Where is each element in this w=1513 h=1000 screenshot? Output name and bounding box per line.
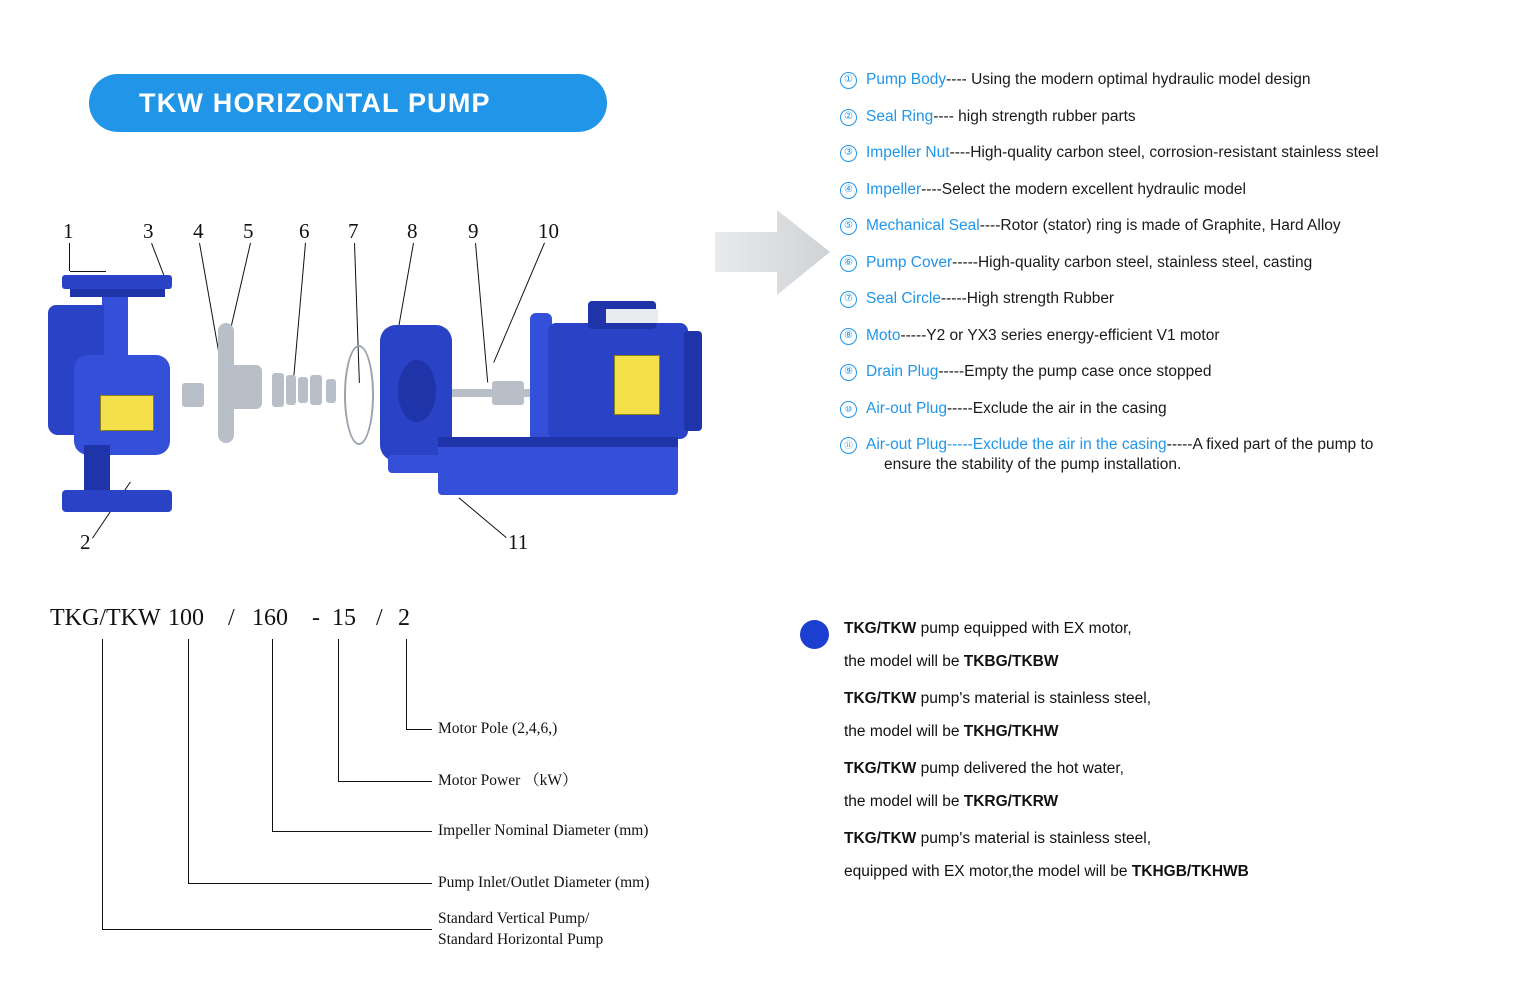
legend-text-3 bbox=[866, 143, 1500, 163]
note-2-text: pump's material is stainless steel, bbox=[916, 690, 1152, 707]
legend-desc-11: -----A fixed part of the pump to bbox=[1166, 436, 1374, 453]
legend-text-11 bbox=[866, 435, 1500, 475]
note-3-result: TKRG/TKRW bbox=[963, 793, 1059, 810]
note-3-text: pump delivered the hot water, bbox=[916, 760, 1124, 777]
note-3-model: TKG/TKW bbox=[844, 760, 917, 777]
pump-cover-foot bbox=[388, 455, 444, 473]
legend-term-6: Pump Cover bbox=[866, 253, 953, 271]
leader-line-1 bbox=[69, 243, 70, 271]
page-title: TKW HORIZONTAL PUMP bbox=[139, 87, 491, 118]
legend-text-2 bbox=[866, 107, 1500, 127]
link-line-inlet bbox=[188, 883, 432, 884]
mechanical-seal-part-c bbox=[298, 377, 308, 403]
callout-number-8: 8 bbox=[407, 219, 418, 243]
legend-item-11 bbox=[840, 435, 1500, 475]
legend-item-1 bbox=[840, 70, 1500, 90]
link-line-impeller bbox=[272, 831, 432, 832]
note-1-model: TKG/TKW bbox=[844, 620, 917, 637]
callout-number-11: 11 bbox=[508, 530, 529, 554]
legend-item-8 bbox=[840, 326, 1500, 346]
legend-term-3: Impeller Nut bbox=[866, 144, 950, 161]
legend-desc-11-cont: ensure the stability of the pump installation. bbox=[884, 456, 1182, 473]
link-line-prefix bbox=[102, 929, 432, 930]
legend-text-8 bbox=[866, 326, 1500, 346]
leader-line-6 bbox=[293, 243, 306, 385]
legend-item-9 bbox=[840, 362, 1500, 382]
callout-number-2: 2 bbox=[80, 530, 91, 554]
note-block-4 bbox=[844, 822, 1490, 888]
note-block-3 bbox=[844, 752, 1490, 818]
legend-text-5 bbox=[866, 216, 1500, 236]
note-4-line-2 bbox=[844, 855, 1490, 888]
model-label-inlet-dia: Pump Inlet/Outlet Diameter (mm) bbox=[438, 874, 650, 891]
impeller-hub bbox=[226, 365, 262, 409]
drop-line-inlet bbox=[188, 639, 189, 883]
legend-text-9 bbox=[866, 362, 1500, 382]
legend-desc-1: ---- Using the modern optimal hydraulic model design bbox=[946, 71, 1311, 88]
note-3-line-2 bbox=[844, 785, 1490, 818]
model-label-motor-power: Motor Power （kW） bbox=[438, 772, 578, 789]
legend-item-10 bbox=[840, 399, 1500, 419]
seal-ring-small bbox=[326, 379, 336, 403]
model-label-standard-vert: Standard Vertical Pump/ bbox=[438, 910, 590, 927]
link-line-power bbox=[338, 781, 432, 782]
legend-desc-7: -----High strength Rubber bbox=[940, 290, 1115, 307]
legend-number-icon-6: ⑥ bbox=[840, 255, 857, 272]
note-1-text: pump equipped with EX motor, bbox=[916, 620, 1132, 637]
model-code-prefix: TKG/TKW bbox=[50, 605, 161, 631]
model-label-standard-horiz: Standard Horizontal Pump bbox=[438, 931, 604, 948]
mechanical-seal-part-a bbox=[272, 373, 284, 407]
notes-body bbox=[844, 612, 1490, 888]
legend-number-icon-1: ① bbox=[840, 72, 857, 89]
legend-desc-8: -----Y2 or YX3 series energy-efficient V1 motor bbox=[900, 326, 1220, 344]
callout-number-3: 3 bbox=[143, 219, 154, 243]
callout-number-1: 1 bbox=[63, 219, 74, 243]
legend-term-11: Air-out Plug bbox=[866, 436, 947, 453]
legend-term-8: Moto bbox=[866, 326, 901, 344]
pump-body-pedestal bbox=[84, 445, 110, 493]
note-4-line2-prefix: equipped with EX motor,the model will be bbox=[844, 863, 1132, 880]
legend-term-5: Mechanical Seal bbox=[866, 217, 980, 234]
legend-number-icon-4: ④ bbox=[840, 182, 857, 199]
link-line-pole bbox=[406, 729, 432, 730]
drop-line-impeller bbox=[272, 639, 273, 831]
legend-text-10 bbox=[866, 399, 1500, 419]
legend-desc-2: ---- high strength rubber parts bbox=[933, 107, 1136, 125]
flow-arrow-icon bbox=[715, 210, 830, 295]
note-2-model: TKG/TKW bbox=[844, 690, 917, 707]
callout-number-4: 4 bbox=[193, 219, 204, 243]
model-code-slash-2: / bbox=[376, 605, 383, 631]
legend-text-7 bbox=[866, 289, 1500, 309]
note-block-2 bbox=[844, 682, 1490, 748]
legend-number-icon-11: ⑪ bbox=[840, 437, 857, 454]
note-3-line-1 bbox=[844, 752, 1490, 785]
note-1-result: TKBG/TKBW bbox=[963, 653, 1059, 670]
legend-item-6 bbox=[840, 253, 1500, 273]
motor-nameplate bbox=[614, 355, 660, 415]
legend-term-10: Air-out Plug bbox=[866, 399, 947, 417]
model-code-breakdown bbox=[40, 595, 740, 965]
drop-line-pole bbox=[406, 639, 407, 729]
mechanical-seal-part-d bbox=[310, 375, 322, 405]
legend-number-icon-7: ⑦ bbox=[840, 291, 857, 308]
legend-term-4: Impeller bbox=[866, 180, 922, 198]
legend-desc-10: -----Exclude the air in the casing bbox=[946, 399, 1167, 417]
pump-body-flange-lip bbox=[70, 289, 165, 297]
leader-line-5 bbox=[229, 243, 251, 333]
legend-number-icon-3: ③ bbox=[840, 145, 857, 162]
note-block-1 bbox=[844, 612, 1490, 678]
page-title-banner bbox=[89, 74, 607, 132]
callout-number-5: 5 bbox=[243, 219, 254, 243]
note-1-line2-prefix: the model will be bbox=[844, 653, 964, 670]
note-1-line-1 bbox=[844, 612, 1490, 645]
legend-term-9: Drain Plug bbox=[866, 363, 939, 380]
legend-item-4 bbox=[840, 180, 1500, 200]
callout-number-10: 10 bbox=[538, 219, 559, 243]
legend-desc-4: ----Select the modern excellent hydraulic model bbox=[921, 180, 1246, 198]
note-4-model: TKG/TKW bbox=[844, 830, 917, 847]
motor-label bbox=[606, 309, 658, 323]
legend-desc-9: -----Empty the pump case once stopped bbox=[938, 363, 1212, 380]
callout-number-7: 7 bbox=[348, 219, 359, 243]
legend-desc-11-blue: -----Exclude the air in the casing bbox=[946, 436, 1167, 453]
legend-number-icon-5: ⑤ bbox=[840, 218, 857, 235]
legend-item-2 bbox=[840, 107, 1500, 127]
note-2-line2-prefix: the model will be bbox=[844, 723, 964, 740]
callout-number-9: 9 bbox=[468, 219, 479, 243]
legend-item-7 bbox=[840, 289, 1500, 309]
legend-term-2: Seal Ring bbox=[866, 107, 934, 125]
pump-cover-bore bbox=[398, 360, 436, 422]
legend-number-icon-10: ⑩ bbox=[840, 401, 857, 418]
drop-line-power bbox=[338, 639, 339, 781]
mechanical-seal-part-b bbox=[286, 375, 296, 405]
base-plate bbox=[438, 443, 678, 495]
legend-desc-6: -----High-quality carbon steel, stainless steel, casting bbox=[952, 253, 1313, 271]
pump-body-base bbox=[62, 490, 172, 512]
model-code-dash: - bbox=[312, 605, 320, 631]
seal-circle-oring bbox=[344, 345, 374, 445]
legend-term-7: Seal Circle bbox=[866, 290, 941, 307]
model-code-inlet: 100 bbox=[168, 605, 204, 631]
legend-term-1: Pump Body bbox=[866, 71, 947, 88]
pump-body-flange bbox=[62, 275, 172, 289]
legend-text-1 bbox=[866, 70, 1500, 90]
note-2-line-1 bbox=[844, 682, 1490, 715]
drop-line-prefix bbox=[102, 639, 103, 929]
model-code-power: 15 bbox=[332, 605, 356, 631]
model-code-slash-1: / bbox=[228, 605, 235, 631]
leader-line-11 bbox=[459, 497, 507, 538]
impeller-nut bbox=[182, 383, 204, 407]
note-3-line2-prefix: the model will be bbox=[844, 793, 964, 810]
legend-desc-3: ----High-quality carbon steel, corrosion-resistant stainless steel bbox=[949, 144, 1379, 161]
model-variant-notes bbox=[800, 612, 1490, 892]
model-code-impeller: 160 bbox=[252, 605, 288, 631]
callout-number-6: 6 bbox=[299, 219, 310, 243]
pump-body-nameplate bbox=[100, 395, 154, 431]
note-2-line-2 bbox=[844, 715, 1490, 748]
feature-legend-list bbox=[840, 70, 1500, 492]
legend-number-icon-9: ⑨ bbox=[840, 364, 857, 381]
legend-number-icon-8: ⑧ bbox=[840, 328, 857, 345]
motor-fan-cover bbox=[684, 331, 702, 431]
note-4-result: TKHGB/TKHWB bbox=[1131, 863, 1249, 880]
legend-text-6 bbox=[866, 253, 1500, 273]
leader-line-1b bbox=[70, 271, 106, 272]
note-1-line-2 bbox=[844, 645, 1490, 678]
model-label-impeller-dia: Impeller Nominal Diameter (mm) bbox=[438, 822, 649, 839]
model-code-pole: 2 bbox=[398, 605, 410, 631]
legend-text-4 bbox=[866, 180, 1500, 200]
base-plate-top bbox=[438, 437, 678, 447]
leader-line-9 bbox=[475, 243, 488, 383]
pump-body-neck bbox=[102, 297, 128, 363]
legend-item-5 bbox=[840, 216, 1500, 236]
note-4-line-1 bbox=[844, 822, 1490, 855]
legend-number-icon-2: ② bbox=[840, 109, 857, 126]
legend-desc-5: ----Rotor (stator) ring is made of Graphite, Hard Alloy bbox=[979, 217, 1341, 234]
shaft-collar bbox=[492, 381, 524, 405]
legend-item-3 bbox=[840, 143, 1500, 163]
model-label-motor-pole: Motor Pole (2,4,6,) bbox=[438, 720, 558, 737]
bullet-dot-icon bbox=[800, 620, 829, 649]
exploded-pump-diagram bbox=[40, 205, 740, 565]
note-4-text: pump's material is stainless steel, bbox=[916, 830, 1152, 847]
note-2-result: TKHG/TKHW bbox=[963, 723, 1059, 740]
